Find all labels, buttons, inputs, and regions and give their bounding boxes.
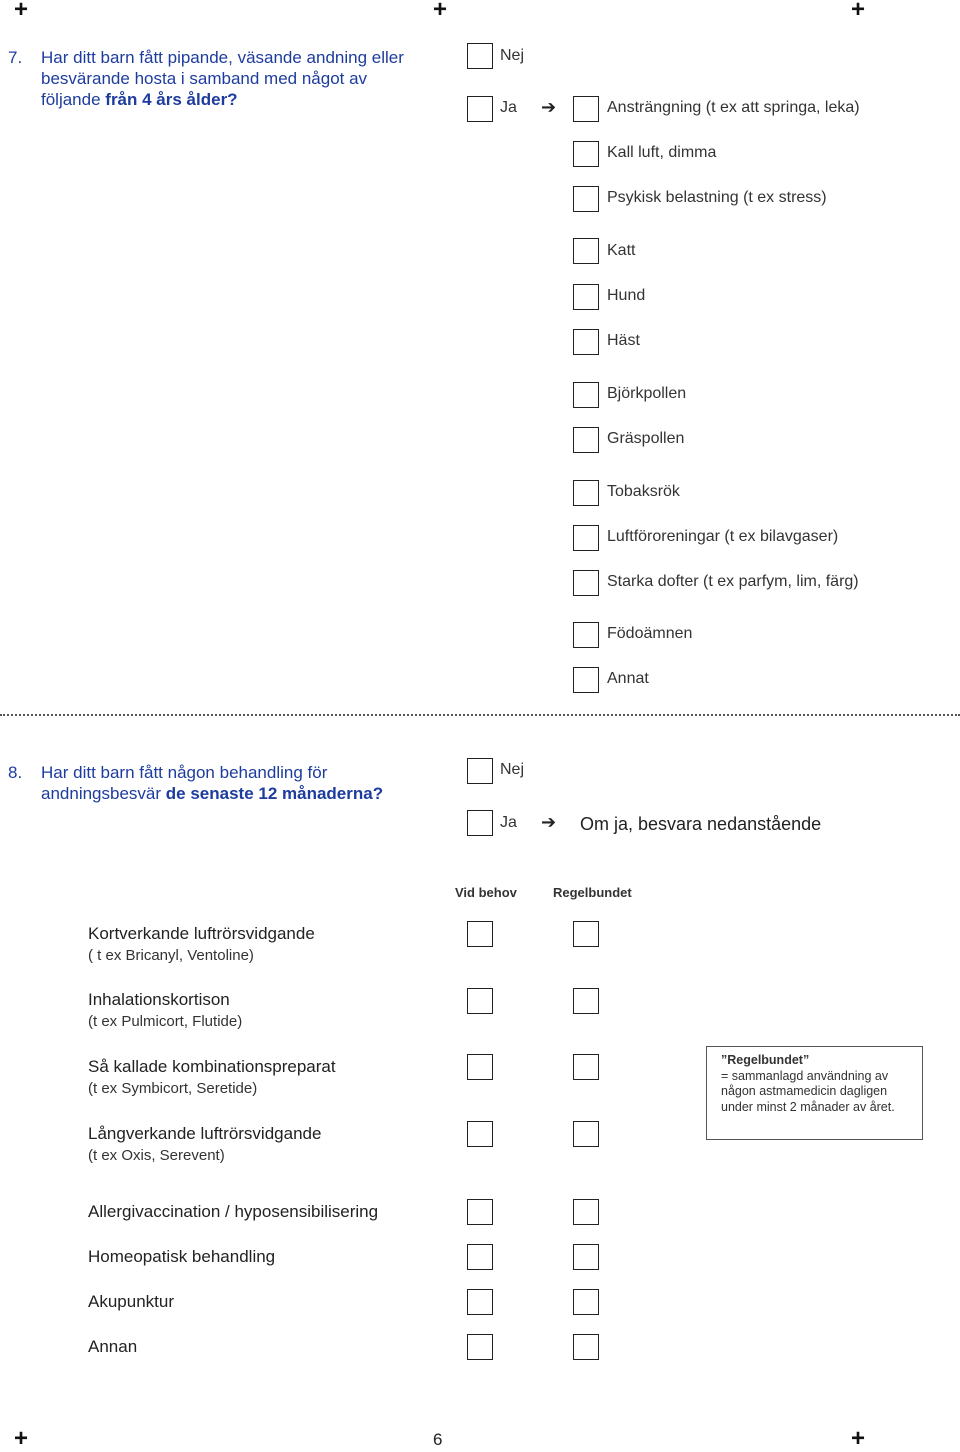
q8-yes-checkbox[interactable] (467, 810, 493, 836)
treatment-as-needed-checkbox[interactable] (467, 988, 493, 1014)
treatment-name: Kortverkande luftrörsvidgande (88, 924, 315, 943)
treatment-name: Allergivaccination / hyposensibilisering (88, 1202, 379, 1221)
registration-mark-top-left: + (14, 0, 29, 23)
treatment-name: Inhalationskortison (88, 990, 230, 1009)
q7-question (41, 47, 421, 110)
treatment-name: Så kallade kombinationspreparat (88, 1057, 336, 1076)
q7-no-checkbox[interactable] (467, 43, 493, 69)
q7-option-checkbox[interactable] (573, 382, 599, 408)
q8-no-checkbox[interactable] (467, 758, 493, 784)
registration-mark-bottom-left: + (14, 1425, 29, 1452)
treatment-name: Akupunktur (88, 1292, 174, 1311)
arrow-right-icon: ➔ (541, 97, 557, 118)
q7-option-label: Ansträngning (t ex att springa, leka) (607, 99, 860, 116)
note-line: under minst 2 månader av året. (721, 1099, 895, 1114)
note-line: någon astmamedicin dagligen (721, 1084, 888, 1098)
q8-no-label: Nej (500, 761, 525, 778)
column-header-regular: Regelbundet (553, 885, 632, 900)
q7-option-label: Tobaksrök (607, 483, 680, 500)
treatment-as-needed-checkbox[interactable] (467, 1289, 493, 1315)
treatment-name: Homeopatisk behandling (88, 1247, 276, 1266)
treatment-regular-checkbox[interactable] (573, 1199, 599, 1225)
registration-mark-top-right: + (851, 0, 866, 23)
treatment-name: Långverkande luftrörsvidgande (88, 1124, 322, 1143)
q8-yes-label: Ja (500, 814, 517, 831)
q7-option-checkbox[interactable] (573, 622, 599, 648)
q8-question-emphasis: de senaste 12 månaderna? (165, 784, 384, 803)
q7-option-label: Häst (607, 332, 640, 349)
treatment-as-needed-checkbox[interactable] (467, 1244, 493, 1270)
treatment-example: (t ex Oxis, Serevent) (88, 1147, 225, 1164)
q8-followup-text: Om ja, besvara nedanstående (580, 814, 822, 834)
note-line: = sammanlagd användning av (721, 1068, 889, 1083)
regular-definition-note (706, 1046, 923, 1140)
treatment-as-needed-checkbox[interactable] (467, 1334, 493, 1360)
arrow-right-icon: ➔ (541, 812, 557, 833)
q7-option-checkbox[interactable] (573, 480, 599, 506)
q7-option-label: Katt (607, 242, 636, 259)
treatment-as-needed-checkbox[interactable] (467, 1199, 493, 1225)
treatment-example: (t ex Symbicort, Seretide) (88, 1080, 258, 1097)
treatment-regular-checkbox[interactable] (573, 921, 599, 947)
q7-option-checkbox[interactable] (573, 570, 599, 596)
section-divider (0, 714, 960, 716)
q7-number: 7. (8, 48, 23, 67)
q7-option-label: Starka dofter (t ex parfym, lim, färg) (607, 573, 859, 590)
registration-mark-top-center: + (433, 0, 448, 23)
q7-option-checkbox[interactable] (573, 525, 599, 551)
q7-option-label: Födoämnen (607, 625, 693, 642)
q7-option-label: Hund (607, 287, 646, 304)
q7-option-checkbox[interactable] (573, 427, 599, 453)
q7-no-label: Nej (500, 47, 525, 64)
treatment-regular-checkbox[interactable] (573, 1244, 599, 1270)
q7-option-label: Luftföroreningar (t ex bilavgaser) (607, 528, 839, 545)
q7-question-text: Har ditt barn fått pipande, väsande andning eller besvärande hosta i samband med något av följande (41, 48, 404, 109)
treatment-name: Annan (88, 1337, 138, 1356)
q8-question (41, 762, 421, 804)
registration-mark-bottom-right: + (851, 1425, 866, 1452)
treatment-example: ( t ex Bricanyl, Ventoline) (88, 947, 254, 964)
column-header-as-needed: Vid behov (455, 885, 517, 900)
q7-option-checkbox[interactable] (573, 186, 599, 212)
q7-option-checkbox[interactable] (573, 329, 599, 355)
treatment-as-needed-checkbox[interactable] (467, 1121, 493, 1147)
q7-option-checkbox[interactable] (573, 238, 599, 264)
q7-yes-checkbox[interactable] (467, 96, 493, 122)
q7-yes-label: Ja (500, 99, 517, 116)
note-title: ”Regelbundet” (721, 1053, 810, 1067)
page-number: 6 (433, 1430, 443, 1449)
q8-number: 8. (8, 763, 23, 782)
treatment-as-needed-checkbox[interactable] (467, 921, 493, 947)
q7-question-emphasis: från 4 års ålder? (105, 90, 238, 109)
treatment-regular-checkbox[interactable] (573, 1289, 599, 1315)
treatment-regular-checkbox[interactable] (573, 1054, 599, 1080)
q7-option-checkbox[interactable] (573, 284, 599, 310)
q8-question-text: Har ditt barn fått någon behandling för andningsbesvär (41, 763, 328, 803)
q7-option-label: Björkpollen (607, 385, 687, 402)
treatment-regular-checkbox[interactable] (573, 988, 599, 1014)
q7-option-checkbox[interactable] (573, 667, 599, 693)
treatment-regular-checkbox[interactable] (573, 1121, 599, 1147)
q7-option-label: Gräspollen (607, 430, 685, 447)
treatment-as-needed-checkbox[interactable] (467, 1054, 493, 1080)
q7-option-label: Kall luft, dimma (607, 144, 717, 161)
treatment-example: (t ex Pulmicort, Flutide) (88, 1013, 243, 1030)
q7-option-checkbox[interactable] (573, 141, 599, 167)
treatment-regular-checkbox[interactable] (573, 1334, 599, 1360)
q7-option-label: Psykisk belastning (t ex stress) (607, 189, 827, 206)
q7-option-checkbox[interactable] (573, 96, 599, 122)
q7-option-label: Annat (607, 670, 649, 687)
